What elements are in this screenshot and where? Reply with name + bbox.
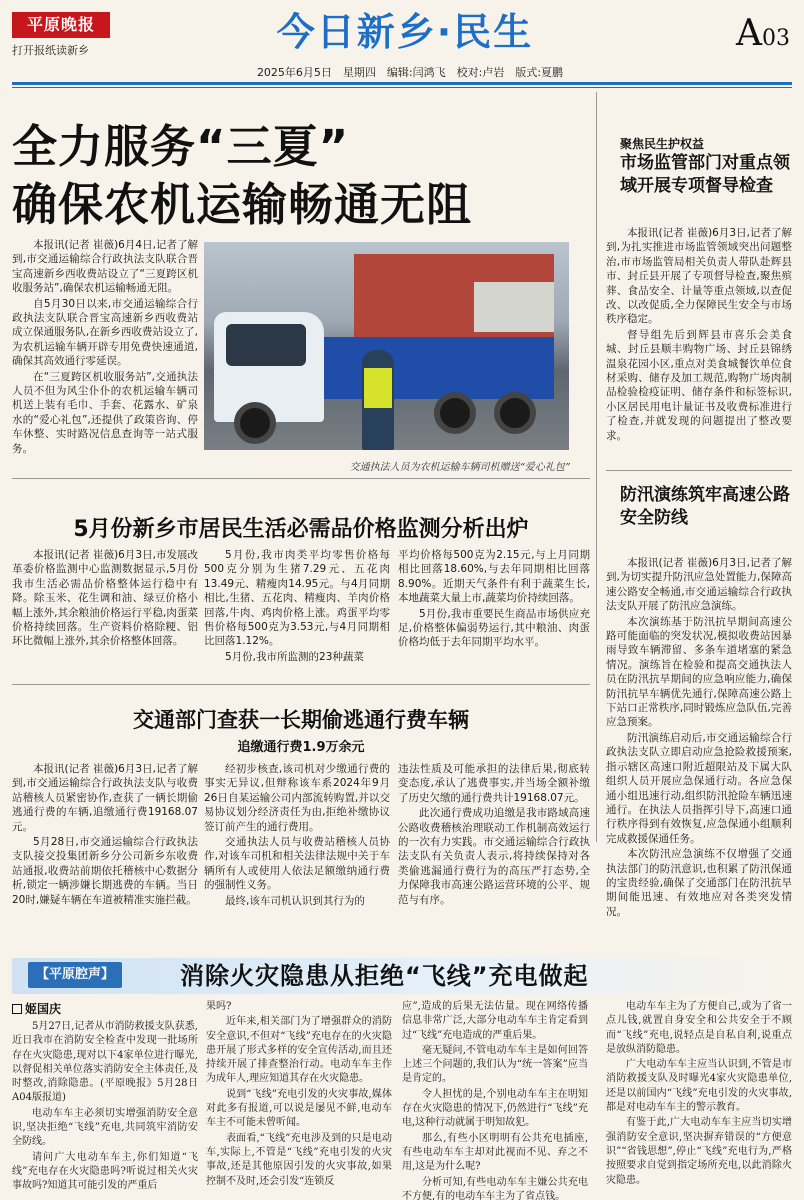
- column-col2: [206, 1000, 392, 1190]
- column-col1: [12, 1020, 198, 1195]
- price-headline: 5月份新乡市居民生活必需品价格监测分析出炉: [73, 517, 529, 542]
- side2-para: 防汛演练启动后,市交通运输综合行政执法支队立即启动应急抢险救援预案,指示辖区高速口附近超限站及下属大队组织人员开展应急保通行动。各应急保通小组迅速行动,组织防汛抢险车辆迅速通行。在执法人员指挥引导下,高速口通行秩序得到有效恢复,应急保通小组顺利完成救援保通任务。: [606, 731, 792, 845]
- lead-photo-caption: 交通执法人员为农机运输车辆司机赠送“爱心礼包”: [349, 462, 570, 473]
- toll-para: 交通执法人员与收费站稽核人员协作,对该车司机和相关法律法规中关于车辆所有人或使用人依法足额缴纳通行费的强制性义务。: [204, 836, 390, 892]
- page-letter: A: [736, 13, 762, 54]
- column-divider: [596, 92, 597, 842]
- price-para: 5月份,我市重要民生商品市场供应充足,价格整体偏弱势运行,其中粮油、肉蛋价格均低于去年同期平均水平。: [398, 607, 590, 649]
- column-author: [12, 1000, 61, 1017]
- side1-para: 本报讯(记者 崔薇)6月3日,记者了解到,为扎实推进市场监管领域突出问题整治,市市场监管局相关负责人带队赴辉县市、封丘县开展了专项督导检查,聚焦殡葬、食品安全、计量等重点领域,以查促改、以改促质,全力保障民生安全与市场秩序稳定。: [606, 227, 792, 326]
- section-rule: [12, 684, 590, 685]
- side1-para: 督导组先后到辉县市喜乐会美食城、封丘县顺丰购物广场、封丘县锦绣温泉花园小区,重点对美食城餐饮单位食材采购、储存及加工规范,购物广场肉制品检验检疫证明、储存条件和标签标识,小区居民用电计量证书及收费标准进行了检查,并就发现的问题提出了整改要求。: [606, 328, 792, 442]
- side2-body: [606, 556, 792, 920]
- column-para: 分析可知,有些电动车车主嫌公共充电不方便,有的电动车车主为了省点钱。: [402, 1176, 588, 1200]
- lead-para: 自5月30日以来,市交通运输综合行政执法支队联合晋宝高速新乡西收费站成立保通服务队,在新乡西收费站设立了,为农机运输车辆开辟专用免费快速通道,确保其高效通行零延误。: [12, 297, 198, 368]
- page-digits: 03: [762, 26, 790, 51]
- lead-headline: [12, 118, 592, 234]
- toll-col2: [204, 762, 390, 909]
- section-title: 今日新乡·民生: [276, 10, 534, 54]
- lead-para: 本报讯(记者 崔薇)6月4日,记者了解到,市交通运输综合行政执法支队联合晋宝高速新乡西收费站设立了“三夏跨区机收服务站”,确保农机运输畅通无阻。: [12, 239, 198, 295]
- price-para: 5月份,我市肉类平均零售价格每500克分别为生猪7.29元、五花肉13.49元、精瘦肉14.95元。与4月同期相比,生猪、五花肉、精瘦肉、羊肉价格回落,牛肉、鸡肉价格上涨。鸡蛋平均零售价格每500克为3.53元,与4月同期相比回落1.12%。: [204, 549, 390, 648]
- column-para: 请问广大电动车车主,你们知道“飞线”充电存在火灾隐患吗?听说过相关火灾事故吗?知道其可能引发的严重后: [12, 1151, 198, 1192]
- price-para: 平均价格每500克为2.15元,与上月同期相比回落18.60%,与去年同期相比回落8.90%。近期天气条件有利于蔬菜生长,本地蔬菜大量上市,蔬菜均价持续回落。: [398, 549, 590, 605]
- author-box-icon: [12, 1004, 22, 1014]
- column-para: 说到“飞线”充电引发的火灾事故,媒体对此多有报道,可以说是屡见不鲜,电动车车主不可能未曾听闻。: [206, 1088, 392, 1129]
- column-para: 那么,有些小区明明有公共充电插座,有些电动车车主却对此视而不见、弃之不用,这是为什么呢?: [402, 1132, 588, 1173]
- newspaper-slogan: 打开报纸读新乡: [12, 44, 89, 57]
- toll-para: 此次通行费成功追缴是我市路域高速公路收费稽核治理联动工作机制高效运行的一次有力实践。市交通运输综合行政执法支队有关负责人表示,将持续保持对各类偷逃漏通行费行为的高压严打态势,全力保障我市高速公路运营环境的公平、规范与有序。: [398, 807, 590, 906]
- author-name: 姬国庆: [25, 1002, 62, 1016]
- toll-headline: 交通部门查获一长期偷逃通行费车辆: [133, 708, 469, 732]
- toll-col3: [398, 762, 590, 908]
- lead-photo-truck: [204, 242, 569, 450]
- side2-para: 本次演练基于防汛抗旱期间高速公路可能面临的突发状况,模拟收费站因暴雨导致车辆滞留、多条车道堵塞的紧急情况。演练旨在检验和提高交通执法人员在防汛抗旱期间的应急响应能力,确保防汛抗旱车辆优先通行,保障高速公路上下站口正常秩序,同时锻炼应急队伍,完善应急预案。: [606, 615, 792, 729]
- toll-para: 本报讯(记者 崔薇)6月3日,记者了解到,市交通运输综合行政执法支队与收费站稽核人员紧密协作,查获了一辆长期偷逃通行费的车辆,追缴通行费19168.07元。: [12, 763, 198, 833]
- price-para: 5月份,我市所监测的23种蔬菜: [225, 650, 364, 663]
- column-para: 5月27日,记者从市消防救援支队获悉,近日我市在消防安全检查中发现一批场所存在火灾隐患,现对以下4家单位进行曝光,以督促相关单位落实消防安全主体责任,及时整改,消除隐患。(平原晚报》5月28日A04版报道): [12, 1021, 198, 1104]
- column-para: 果吗?: [206, 1001, 232, 1012]
- toll-para: 5月28日,市交通运输综合行政执法支队接交投集团新乡分公司新乡东收费站通报,收费站前期依托稽核中心数据分析,锁定一辆涉嫌长期逃费的车辆。当日20时,嫌疑车辆在车道被精准实施拦截。: [12, 836, 198, 906]
- toll-para: 最终,该车司机认识到其行为的: [225, 894, 365, 907]
- price-para: 本报讯(记者 崔薇)6月3日,市发展改革委价格监测中心监测数据显示,5月份我市生活必需品价格整体运行稳中有降。除玉米、花生调和油、绿豆价格小幅上涨外,其余粮油价格运行平稳,肉蛋菜价格持续回落。生产资料价格除粳、铝环比微幅上涨外,其余价格整体回落。: [12, 549, 198, 648]
- column-para: 应”,造成的后果无法估量。现在网络传播信息非常广泛,大部分电动车车主肯定看到过“飞线”充电造成的严重后果。: [402, 1001, 588, 1041]
- column-para: 电动车车主为了方便自己,或为了省一点儿钱,就置自身安全和公共安全于不顾而“飞线”充电,说轻点是自私自利,说重点是放纵消防隐患。: [606, 1001, 792, 1055]
- toll-para: 经初步核查,该司机对少缴通行费的事实无异议,但辩称该车系2024年9月26日自某运输公司内部流转购置,并以交易协议划分经济责任为由,拒绝补缴协议签订前产生的通行费用。: [204, 763, 390, 833]
- side2-para: 本次防汛应急演练不仅增强了交通执法部门的防汛意识,也积累了防汛保通的宝贵经验,确保了交通部门在防汛抗旱期间能迅速、有效地应对各类突发情况。: [606, 848, 792, 918]
- side2-para: 本报讯(记者 崔薇)6月3日,记者了解到,为切实提升防汛应急处置能力,保障高速公路安全畅通,市交通运输综合行政执法支队开展了防汛应急演练。: [606, 557, 792, 613]
- issue-meta: 2025年6月5日 星期四 编辑:闫鸿飞 校对:卢岩 版式:夏鹏: [256, 66, 564, 79]
- lead-headline-line1: 全力服务“三夏”: [12, 120, 350, 173]
- column-para: 令人担忧的是,个别电动车车主在明知存在火灾隐患的情况下,仍然进行“飞线”充电,这种行动就属于明知故犯。: [402, 1088, 588, 1129]
- side1-body: [606, 226, 792, 444]
- toll-subheadline: 追缴通行费1.9万余元: [237, 740, 365, 755]
- page-number: [736, 14, 790, 59]
- header-rule-thin: [12, 87, 792, 88]
- price-col3: [398, 548, 590, 651]
- toll-col1: [12, 762, 198, 908]
- column-headline: 消除火灾隐患从拒绝“飞线”充电做起: [180, 962, 589, 990]
- column-col4: [606, 1000, 792, 1189]
- price-col1: [12, 548, 198, 650]
- section-rule: [606, 470, 792, 471]
- newspaper-logo: 平原晚报: [12, 12, 110, 38]
- side1-kicker: 聚焦民生护权益: [620, 137, 705, 151]
- price-col2: [204, 548, 390, 665]
- lead-para: 在“三夏跨区机收服务站”,交通执法人员不但为风尘仆仆的农机运输车辆司机送上装有毛巾、手套、花露水、矿泉水的“爱心礼包”,还提供了政策咨询、停车休整、实时路况信息查询等一站式服务。: [12, 370, 198, 455]
- side1-headline: 市场监管部门对重点领域开展专项督导检查: [620, 153, 790, 196]
- column-para: 表面看,“飞线”充电涉及到的只是电动车,实际上,不管是“飞线”充电引发的火灾事故,还是其他原因引发的火灾事故,如果控制不及时,还会引发“连锁反: [206, 1132, 392, 1187]
- section-rule: [12, 478, 590, 479]
- column-para: 近年来,相关部门为了增强群众的消防安全意识,不但对“飞线”充电存在的火灾隐患开展了形式多样的安全宣传活动,而且还持续开展了排查整治行动。电动车车主作为成年人,理应知道其存在火灾隐患。: [206, 1016, 392, 1085]
- column-col3: [402, 1000, 588, 1200]
- column-para: 毫无疑问,不管电动车车主是如何回答上述三个问题的,我们认为“统一答案”应当是肯定的。: [402, 1044, 588, 1085]
- column-para: 电动车车主必须切实增强消防安全意识,坚决拒绝“飞线”充电,共同筑牢消防安全防线。: [12, 1107, 198, 1148]
- lead-headline-line2: 确保农机运输畅通无阻: [12, 178, 473, 231]
- toll-para: 违法性质及可能承担的法律后果,彻底转变态度,承认了逃费事实,并当场全额补缴了历史欠缴的通行费共计19168.07元。: [398, 763, 590, 804]
- column-para: 有鉴于此,广大电动车车主应当切实增强消防安全意识,坚决摒弃错误的“方便意识”“省钱思想”,停止“飞线”充电行为,严格按照要求自觉到指定场所充电,以此消除火灾隐患。: [606, 1117, 792, 1186]
- column-tag: 【平原腔声】: [28, 962, 122, 988]
- column-para: 广大电动车车主应当认识到,不管是市消防救援支队及时曝光4家火灾隐患单位,还是以前国内“飞线”充电引发的火灾事故,都是对电动车车主的警示教育。: [606, 1059, 792, 1114]
- lead-article-body: [12, 238, 198, 457]
- header-rule: [12, 82, 792, 85]
- side2-headline: 防汛演练筑牢高速公路安全防线: [620, 485, 790, 528]
